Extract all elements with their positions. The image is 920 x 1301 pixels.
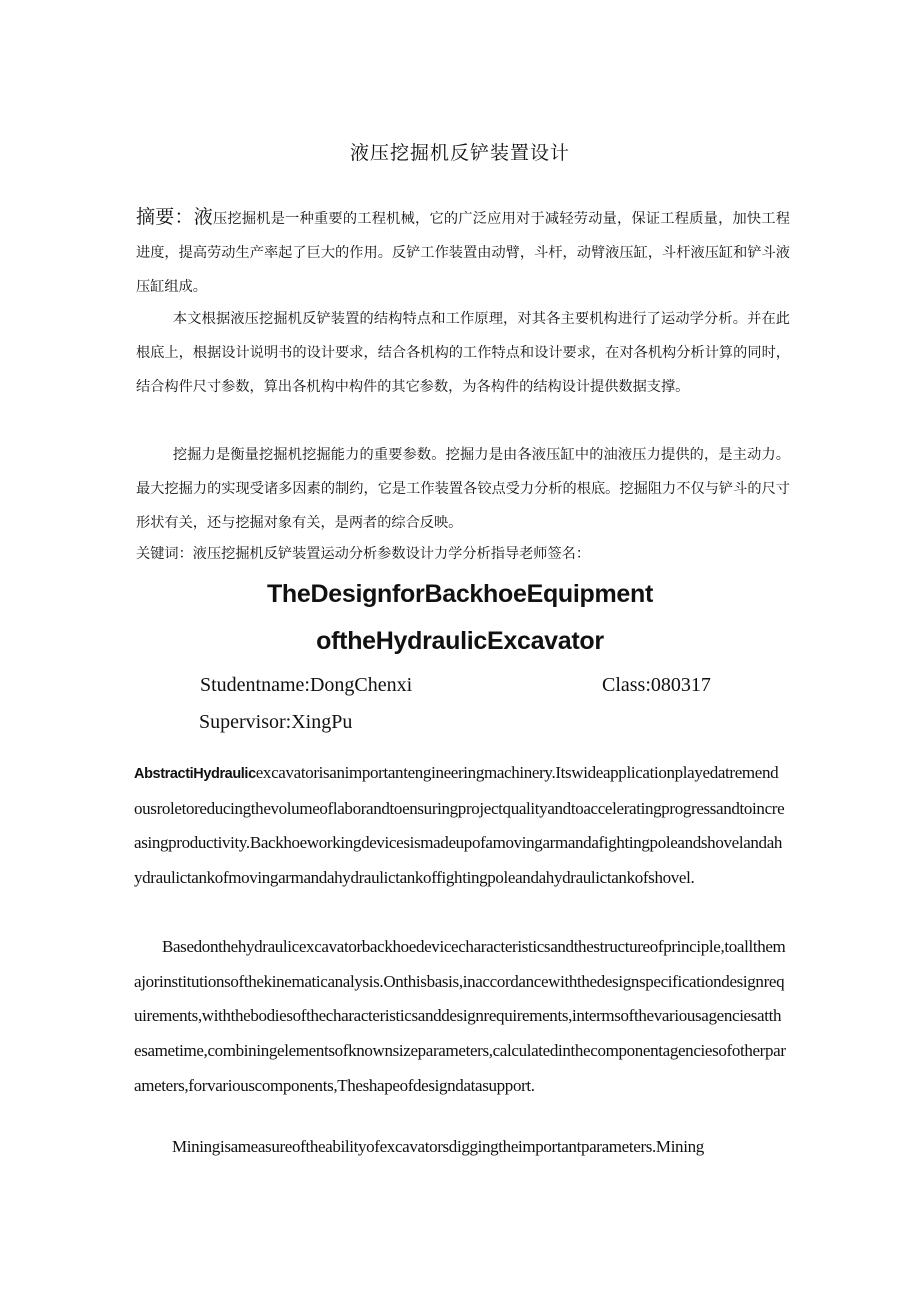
abstract-cn-paragraph-2: 本文根据液压挖掘机反铲装置的结构特点和工作原理，对其各主要机构进行了运动学分析。并在此根底上，根据设计说明书的设计要求，结合各机构的工作特点和设计要求，在对各机构分析计算的同时，结合构件尺寸参数，算出各机构中构件的其它参数，为各构件的结构设计提供数据支撑。 xyxy=(136,311,790,395)
abstract-en-paragraph-3: Miningisameasureoftheabilityofexcavatorsdiggingtheimportantparameters.Mining xyxy=(172,1137,704,1156)
abstract-cn-paragraph-1 xyxy=(136,200,790,304)
class-number: Class:080317 xyxy=(602,674,711,696)
keywords-cn: 关键词：液压挖掘机反铲装置运动分析参数设计力学分析指导老师签名： xyxy=(136,546,591,562)
abstract-en-lead: AbstractiHydraulic xyxy=(134,766,256,782)
abstract-cn-p1-text: 压挖掘机是一种重要的工程机械，它的广泛应用对于减轻劳动量，保证工程质量，加快工程进度，提高劳动生产率起了巨大的作用。反铲工作装置由动臂，斗杆，动臂液压缸，斗杆液压缸和铲斗液压缸组成。 xyxy=(136,211,790,295)
abstract-en-paragraph-1 xyxy=(134,756,786,896)
page-title-cn: 液压挖掘机反铲装置设计 xyxy=(349,142,570,164)
page-title-en-line-2: oftheHydraulicExcavator xyxy=(316,627,604,655)
abstract-en-p1-text: excavatorisanimportantengineeringmachinery.Itswideapplicationplayedatremendousroletoreducingthevolumeoflaborandtoensuringprojectqualityandtoacceleratingprogressandtoincreasingproductivity.Backhoeworkingdevicesismadeupofamovingarmandafightingpoleandshovelandahydraulictankofmovingarmandahydraulictankoffightingpoleandahydraulictankofshovel. xyxy=(134,763,785,888)
abstract-en-paragraph-2: Basedonthehydraulicexcavatorbackhoedevicecharacteristicsandthestructureofprinciple,toallthemajorinstitutionsofthekinematicanalysis.Onthisbasis,inaccordancewiththedesignspecificationdesignrequirements,withthebodiesofthecharacteristicsanddesignrequirements,intermsofthevariousagenciesatthesametime,combiningelementsofknownsizeparameters,calculatedinthecomponentagenciesofotherparameters,forvariouscomponents,Theshapeofdesigndatasupport. xyxy=(134,937,786,1095)
abstract-cn-lead: 摘要：液 xyxy=(136,206,213,228)
page-title-en-line-1: TheDesignforBackhoeEquipment xyxy=(266,580,654,608)
abstract-cn-paragraph-3: 挖掘力是衡量挖掘机挖掘能力的重要参数。挖掘力是由各液压缸中的油液压力提供的，是主动力。最大挖掘力的实现受诸多因素的制约，它是工作装置各铰点受力分析的根底。挖掘阻力不仅与铲斗的尺寸形状有关，还与挖掘对象有关，是两者的综合反映。 xyxy=(136,447,790,531)
student-name: Studentname:DongChenxi xyxy=(200,674,413,696)
supervisor-name: Supervisor:XingPu xyxy=(199,711,353,733)
